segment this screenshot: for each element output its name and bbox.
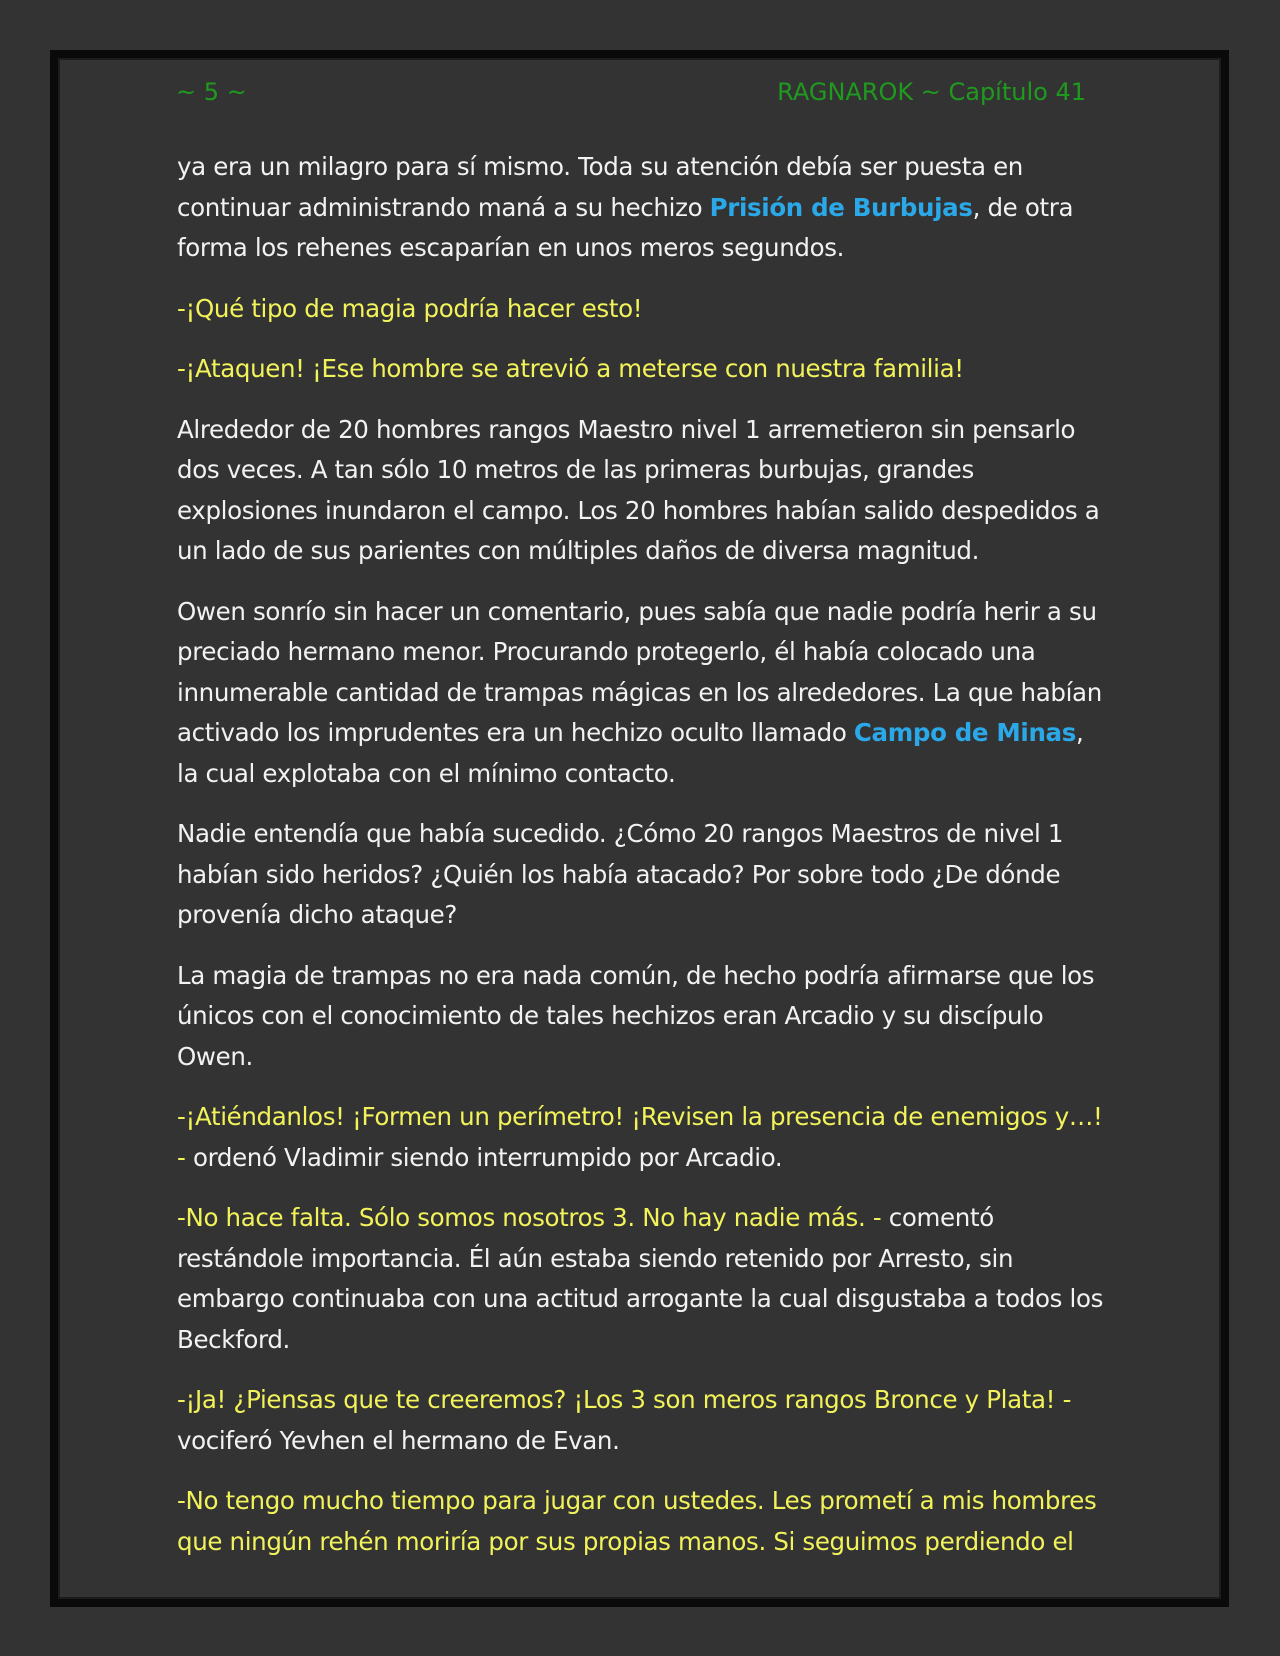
paragraph: [177, 1097, 1107, 1178]
dialogue-line: -¡Ataquen! ¡Ese hombre se atrevió a meterse con nuestra familia!: [177, 354, 964, 383]
narration-text: ordenó Vladimir siendo interrumpido por Arcadio.: [185, 1142, 783, 1172]
paragraph: La magia de trampas no era nada común, de hecho podría afirmarse que los únicos con el conocimiento de tales hechizos eran Arcadio y su discípulo Owen.: [177, 960, 1095, 1071]
paragraph-text: , de otra forma los rehenes escaparían en unos meros segundos.: [177, 192, 1074, 262]
page-body: [177, 147, 1107, 1582]
page-header: [176, 78, 1086, 112]
paragraph: [177, 592, 1107, 795]
page-number: ~ 5 ~: [176, 78, 247, 106]
paragraph: Nadie entendía que había sucedido. ¿Cómo 20 rangos Maestros de nivel 1 habían sido heridos? ¿Quién los había atacado? Por sobre todo ¿De dónde provenía dicho ataque?: [177, 819, 1064, 929]
dialogue-text: -¡Ja! ¿Piensas que te creeremos? ¡Los 3 son meros rangos Bronce y Plata! -: [177, 1385, 1072, 1414]
paragraph-text: Owen sonrío sin hacer un comentario, pues sabía que nadie podría herir a su preciado hermano menor. Procurando protegerlo, él había colocado una innumerable cantidad de trampas mágicas en los alrededores. La que habían activado los imprudentes era un hechizo oculto llamado: [177, 596, 1102, 747]
paragraph: [177, 147, 1107, 269]
paragraph-text: ya era un milagro para sí mismo. Toda su atención debía ser puesta en continuar administrando maná a su hechizo: [177, 152, 1023, 222]
paragraph-text: , la cual explotaba con el mínimo contacto.: [177, 718, 1084, 788]
narration-text: comentó restándole importancia. Él aún estaba siendo retenido por Arresto, sin embargo continuaba con una actitud arrogante la cual disgustaba a todos los Beckford.: [177, 1203, 1103, 1354]
paragraph: [177, 1380, 1107, 1461]
dialogue-text: -No hace falta. Sólo somos nosotros 3. No hay nadie más. -: [177, 1203, 882, 1232]
paragraph: Alrededor de 20 hombres rangos Maestro nivel 1 arremetieron sin pensarlo dos veces. A tan sólo 10 metros de las primeras burbujas, grandes explosiones inundaron el campo. Los 20 hombres habían salido despedidos a un lado de sus parientes con múltiples daños de diversa magnitud.: [177, 414, 1100, 565]
dialogue-line: -No tengo mucho tiempo para jugar con ustedes. Les prometí a mis hombres que ningún rehén moriría por sus propias manos. Si seguimos perdiendo el: [177, 1486, 1097, 1556]
spell-name: Campo de Minas: [853, 718, 1076, 747]
dialogue-text: -¡Atiéndanlos! ¡Formen un perímetro! ¡Revisen la presencia de enemigos y…! -: [177, 1102, 1103, 1172]
spell-name: Prisión de Burbujas: [709, 192, 973, 222]
paragraph: [177, 1198, 1107, 1360]
running-title: RAGNAROK ~ Capítulo 41: [777, 78, 1086, 106]
dialogue-line: -¡Qué tipo de magia podría hacer esto!: [177, 293, 643, 323]
narration-text: vociferó Yevhen el hermano de Evan.: [177, 1425, 620, 1455]
